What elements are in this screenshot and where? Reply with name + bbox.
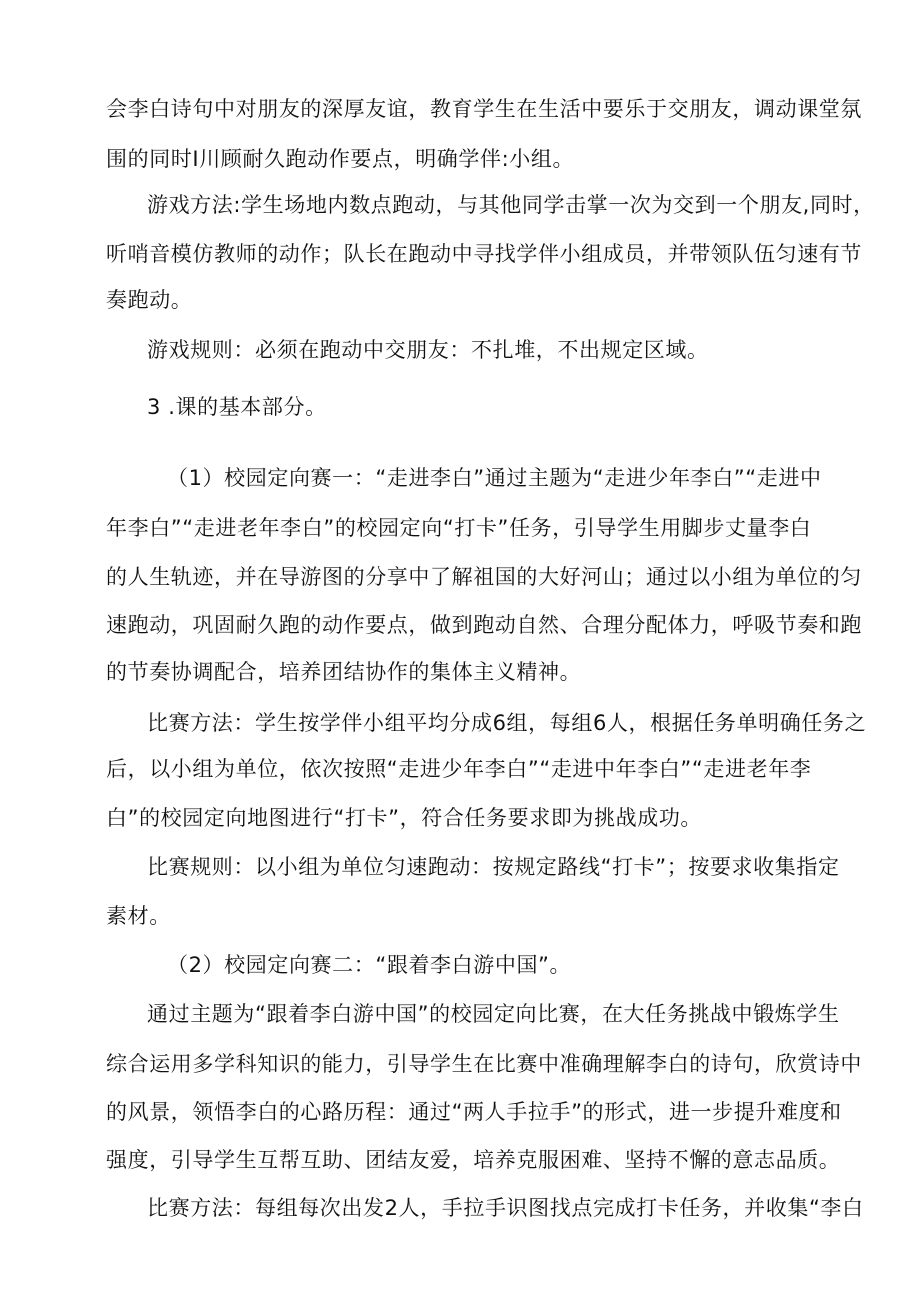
text-line: 比赛规则：以小组为单位匀速跑动：按规定路线“打卡”；按要求收集指定 xyxy=(147,855,840,879)
text-line: 的节奏协调配合，培养团结协作的集体主义精神。 xyxy=(106,660,582,684)
text-line: 白”的校园定向地图进行“打卡”，符合任务要求即为挑战成功。 xyxy=(106,806,703,830)
text-line: 奏跑动。 xyxy=(106,288,193,312)
subsection-heading: （1）校园定向赛一：“走进李白”通过主题为“走进少年李白”“走进中 xyxy=(167,466,822,490)
text-line: 后，以小组为单位，依次按照“走进少年李白”“走进中年李白”“走进老年李 xyxy=(106,757,812,781)
text-line: 听哨音模仿教师的动作；队长在跑动中寻找学伴小组成员，并带领队伍匀速有节 xyxy=(106,242,862,266)
text-line: 比赛方法：每组每次出发2人，手拉手识图找点完成打卡任务，并收集“李白 xyxy=(147,1196,864,1220)
subsection-heading: （2）校园定向赛二：“跟着李白游中国”。 xyxy=(167,953,572,977)
text-line: 游戏方法:学生场地内数点跑动，与其他同学击掌一次为交到一个朋友,同时， xyxy=(147,193,875,217)
text-line: 的人生轨迹，并在导游图的分享中了解祖国的大好河山；通过以小组为单位的匀 xyxy=(106,565,862,589)
text-line: 游戏规则：必须在跑动中交朋友：不扎堆，不出规定区域。 xyxy=(147,338,709,362)
text-line: 素材。 xyxy=(106,904,171,928)
text-line: 围的同时I川顾耐久跑动作要点，明确学伴:小组。 xyxy=(106,147,575,171)
section-heading: 3 .课的基本部分。 xyxy=(147,395,327,419)
text-line: 年李白”“走进老年李白”的校园定向“打卡”任务，引导学生用脚步丈量李白 xyxy=(106,516,812,540)
text-line: 速跑动，巩固耐久跑的动作要点，做到跑动自然、合理分配体力，呼吸节奏和跑 xyxy=(106,613,862,637)
text-line: 的风景，领悟李白的心路历程：通过“两人手拉手”的形式，进一步提升难度和 xyxy=(106,1100,842,1124)
text-line: 强度，引导学生互帮互助、团结友爱，培养克服困难、坚持不懈的意志品质。 xyxy=(106,1148,841,1172)
text-line: 比赛方法：学生按学伴小组平均分成6组，每组6人，根据任务单明确任务之 xyxy=(147,711,867,735)
text-line: 综合运用多学科知识的能力，引导学生在比赛中准确理解李白的诗句，欣赏诗中 xyxy=(106,1052,862,1076)
text-line: 通过主题为“跟着李白游中国”的校园定向比赛，在大任务挑战中锻炼学生 xyxy=(147,1002,840,1026)
text-line: 会李白诗句中对朋友的深厚友谊，教育学生在生活中要乐于交朋友，调动课堂氛 xyxy=(106,97,862,121)
